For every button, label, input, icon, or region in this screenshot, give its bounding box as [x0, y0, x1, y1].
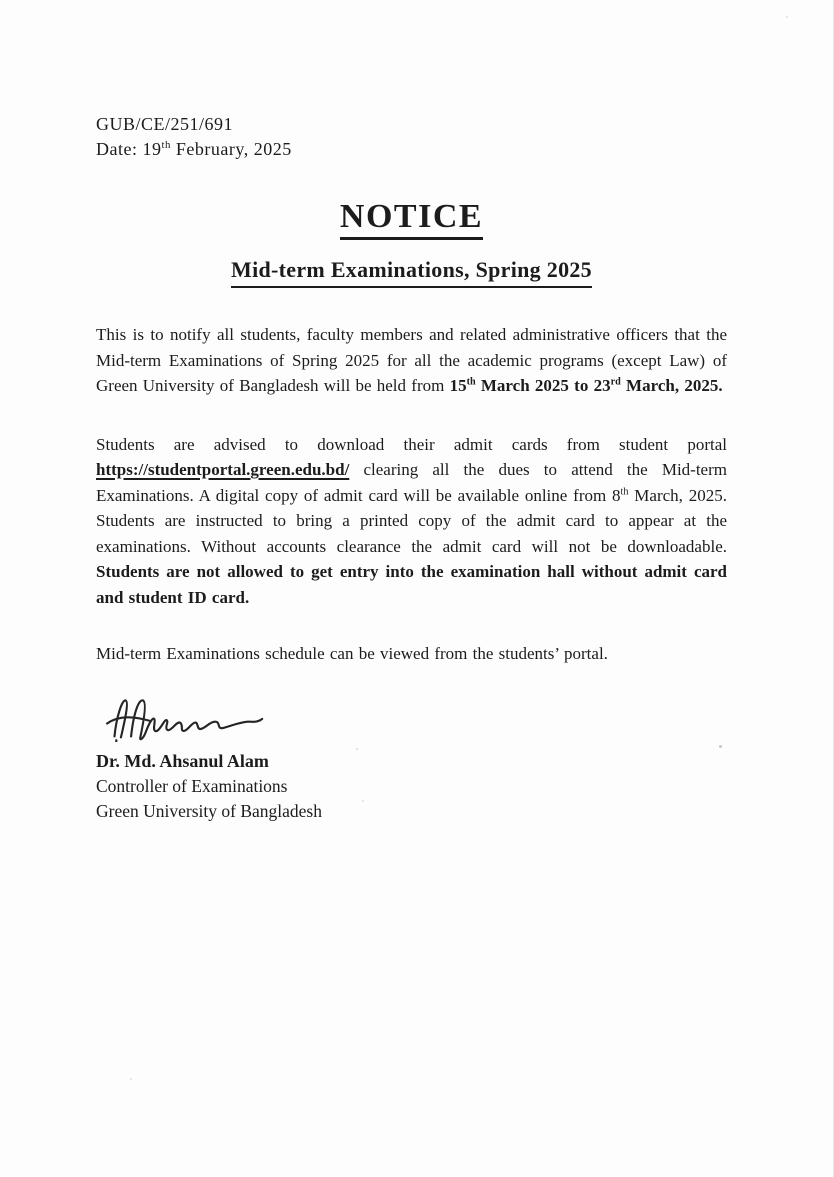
scan-speck	[719, 745, 722, 748]
p2-lead: Students are advised to download their admit cards from student portal	[96, 434, 727, 454]
p1-bold-dates: 15th March 2025 to 23rd March, 2025.	[449, 376, 723, 395]
scan-speck	[356, 748, 358, 750]
page-subtitle: Mid-term Examinations, Spring 2025	[231, 256, 592, 288]
p1-text: This is to notify all students, faculty members and related administrative officers that the Mid-term Examinations of Spring 2025 for all the academic programs (except Law) of Green University of Bangladesh will be held from	[96, 325, 727, 395]
p1-ordinal-rd: rd	[610, 376, 621, 388]
paragraph-schedule: Mid-term Examinations schedule can be viewed from the students’ portal.	[96, 644, 608, 663]
scan-speck	[362, 800, 364, 802]
signatory-name: Dr. Md. Ahsanul Alam	[96, 750, 269, 771]
paragraph-exam-dates	[96, 322, 727, 399]
signatory-organization: Green University of Bangladesh	[96, 801, 322, 821]
date-ordinal-suffix: th	[161, 139, 171, 151]
page-title: NOTICE	[340, 198, 483, 240]
p2-ordinal-th: th	[620, 485, 629, 497]
p2-bold-warning: Students are not allowed to get entry into the examination hall without admit card and student ID card.	[96, 562, 727, 607]
signature-icon	[102, 694, 270, 742]
student-portal-url: https://studentportal.green.edu.bd/	[96, 460, 350, 479]
scan-speck	[130, 1078, 132, 1080]
date-text: Date: 19	[96, 139, 162, 159]
title-row	[96, 162, 727, 240]
p2-mid1: clearing all the dues to attend the Mid-term Examinations. A digital copy of admit card will be available online from 8	[96, 460, 727, 505]
signature-block	[96, 694, 727, 825]
subtitle-row	[96, 240, 727, 288]
date-line	[96, 137, 727, 162]
signatory-title: Controller of Examinations	[96, 775, 288, 796]
scan-speck	[786, 16, 788, 18]
paragraph-admit-card	[96, 432, 727, 611]
p1-ordinal-th: th	[466, 376, 476, 388]
p2-mid2: March, 2025. Students are instructed to bring a printed copy of the admit card to appear at the examinations. Without accounts clearance the admit card will not be downloadable.	[96, 485, 727, 556]
reference-number: GUB/CE/251/691	[96, 114, 234, 134]
date-text-rest: February, 2025	[170, 139, 292, 159]
